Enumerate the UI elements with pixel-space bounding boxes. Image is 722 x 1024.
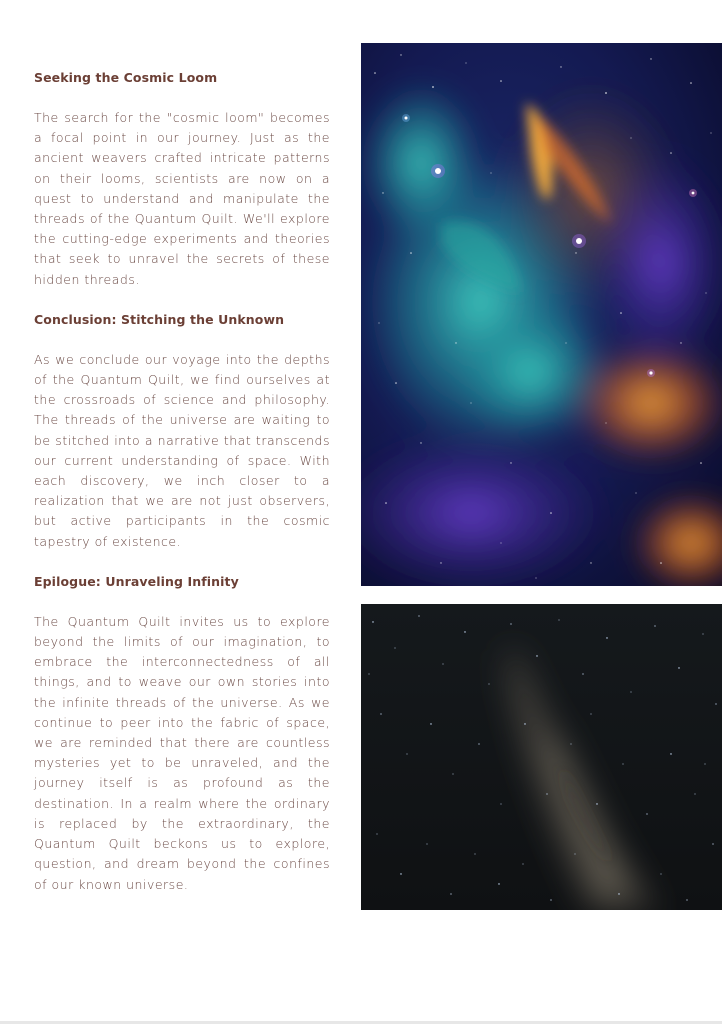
- section-heading-epilogue: Epilogue: Unraveling Infinity: [34, 573, 239, 589]
- text-column: [34, 68, 330, 895]
- section-heading-conclusion: Conclusion: Stitching the Unknown: [34, 311, 285, 327]
- section-heading-cosmic-loom: Seeking the Cosmic Loom: [34, 70, 218, 85]
- milky-way-photo: [361, 604, 722, 910]
- section-body-cosmic-loom: The search for the "cosmic loom" becomes a focal point in our journey. Just as the ancient weavers crafted intricate patterns on their looms, scientists are now on a quest to understand and manipulate the threads of the Quantum Quilt. We'll explore the cutting-edge experiments and theories that seek to unravel the secrets of these hidden threads.: [34, 110, 330, 287]
- section-body-epilogue: The Quantum Quilt invites us to explore beyond the limits of our imagination, to embrace the interconnectedness of all things, and to weave our own stories into the infinite threads of the universe. As we continue to peer into the fabric of space, we are reminded that there are countless mysteries yet to be unraveled, and the journey itself is as profound as the destination. In a realm where the ordinary is replaced by the extraordinary, the Quantum Quilt beckons us to explore, question, and dream beyond the confines of our known universe.: [34, 613, 330, 892]
- section-body-conclusion: As we conclude our voyage into the depths of the Quantum Quilt, we find ourselves at the crossroads of science and philosophy. The threads of the universe are waiting to be stitched into a narrative that transcends our current understanding of space. With each discovery, we inch closer to a realization that we are not just observers, but active participants in the cosmic tapestry of existence.: [34, 351, 330, 549]
- nebula-photo: [361, 43, 722, 586]
